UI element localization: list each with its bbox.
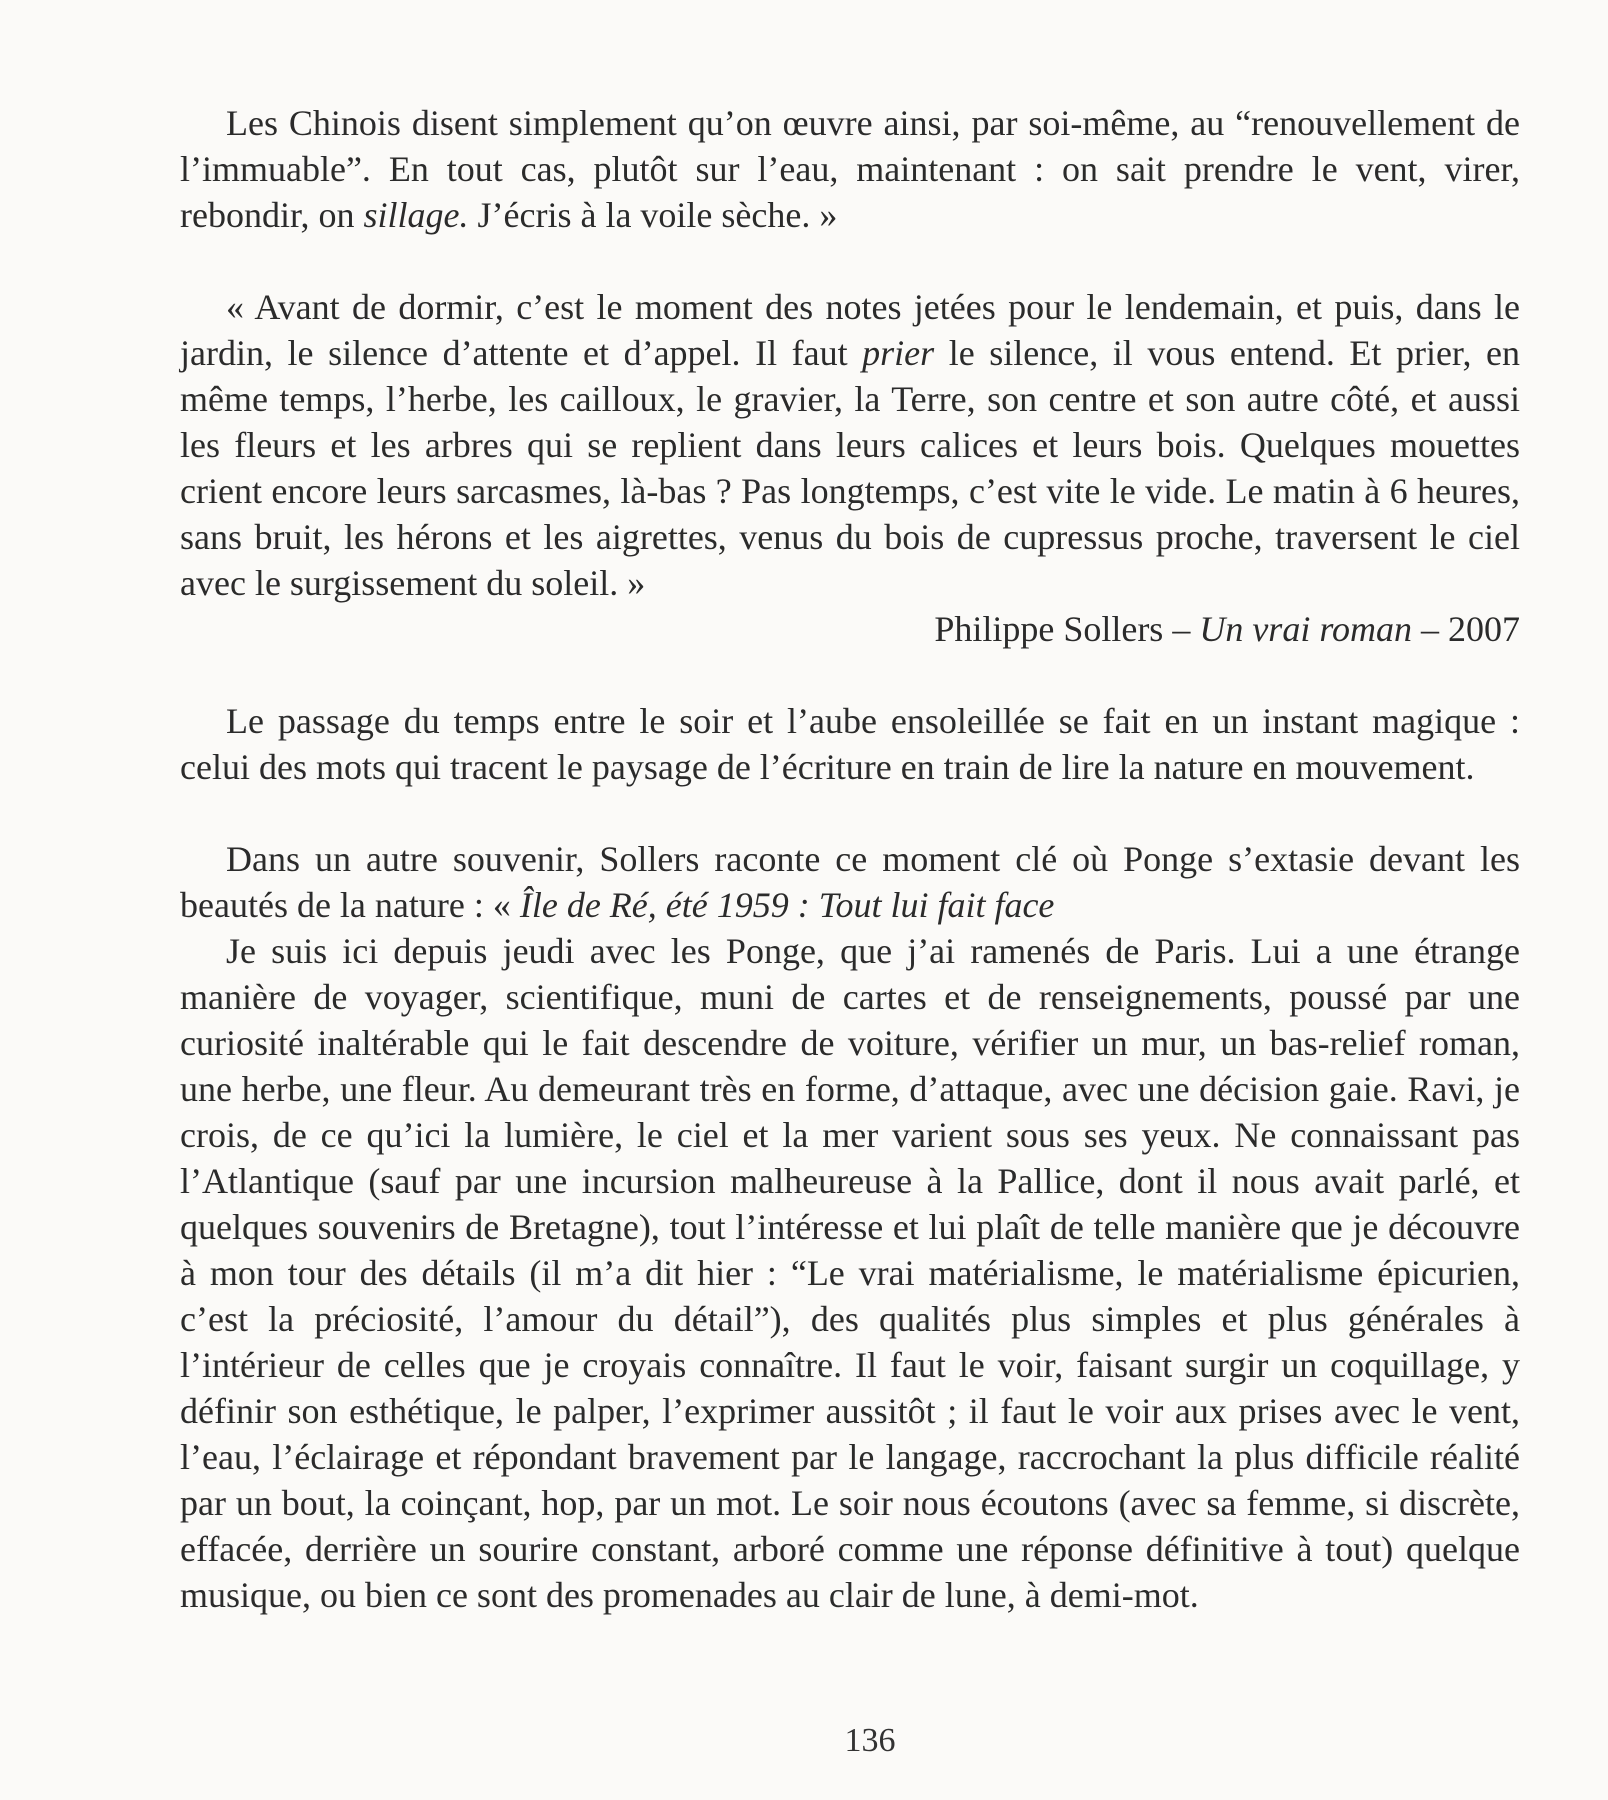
page-number: 136 [844, 1722, 896, 1759]
paragraph-1-text-b: J’écris à la voile sèche. » [468, 195, 838, 235]
paragraph-4-text-a: Dans un autre souvenir, Sollers raconte ce moment clé où Ponge s’extasie devant les beautés de la nature : « [180, 839, 1520, 925]
paragraph-4-emphasis: Île de Ré, été 1959 : Tout lui fait face [519, 885, 1055, 925]
paragraph-2-text-b: le silence, il vous entend. Et prier, en même temps, l’herbe, les cailloux, le gravier, la Terre, son centre et son autre côté, et aussi les fleurs et les arbres qui se replient dans leurs calices et leurs bois. Quelques mouettes crient encore leurs sarcasmes, là-bas ? Pas longtemps, c’est vite le vide. Le matin à 6 heures, sans bruit, les hérons et les aigrettes, venus du bois de cupressus proche, traversent le ciel avec le surgissement du soleil. » [180, 333, 1521, 603]
attribution-year: – 2007 [1412, 609, 1520, 649]
page-body [180, 100, 1520, 1618]
attribution-author: Philippe Sollers – [934, 609, 1200, 649]
paragraph-3: Le passage du temps entre le soir et l’aube ensoleillée se fait en un instant magique : celui des mots qui tracent le paysage de l’écriture en train de lire la nature en mouvement. [180, 701, 1520, 787]
paragraph-5: Je suis ici depuis jeudi avec les Ponge, que j’ai ramenés de Paris. Lui a une étrange manière de voyager, scientifique, muni de cartes et de renseignements, poussé par une curiosité inaltérable qui le fait descendre de voiture, vérifier un mur, un bas-relief roman, une herbe, une fleur. Au demeurant très en forme, d’attaque, avec une décision gaie. Ravi, je crois, de ce qu’ici la lumière, le ciel et la mer varient sous ses yeux. Ne connaissant pas l’Atlantique (sauf par une incursion malheureuse à la Pallice, dont il nous avait parlé, et quelques souvenirs de Bretagne), tout l’intéresse et lui plaît de telle manière que je découvre à mon tour des détails (il m’a dit hier : “Le vrai matérialisme, le matérialisme épicurien, c’est la préciosité, l’amour du détail”), des qualités plus simples et plus générales à l’intérieur de celles que je croyais connaître. Il faut le voir, faisant surgir un coquillage, y définir son esthétique, le palper, l’exprimer aussitôt ; il faut le voir aux prises avec le vent, l’eau, l’éclairage et répondant bravement par le langage, raccrochant la plus difficile réalité par un bout, la coinçant, hop, par un mot. Le soir nous écoutons (avec sa femme, si discrète, effacée, derrière un sourire constant, arboré comme une réponse définitive à tout) quelque musique, ou bien ce sont des promenades au clair de lune, à demi-mot. [180, 931, 1520, 1615]
paragraph-1-text-a: Les Chinois disent simplement qu’on œuvre ainsi, par soi-même, au “renouvellement de l’immuable”. En tout cas, plutôt sur l’eau, maintenant : on sait prendre le vent, virer, rebondir, on [180, 103, 1520, 235]
paragraph-2-text-a: « Avant de dormir, c’est le moment des notes jetées pour le lendemain, et puis, dans le jardin, le silence d’attente et d’appel. Il faut [180, 287, 1520, 373]
paragraph-1-emphasis: sillage. [363, 195, 469, 235]
attribution-title: Un vrai roman [1199, 609, 1412, 649]
paragraph-2 [180, 284, 1520, 606]
paragraph-4 [180, 836, 1520, 928]
paragraph-2-emphasis: prier [862, 333, 935, 373]
paragraph-1 [180, 100, 1520, 238]
quote-attribution [180, 606, 1520, 652]
